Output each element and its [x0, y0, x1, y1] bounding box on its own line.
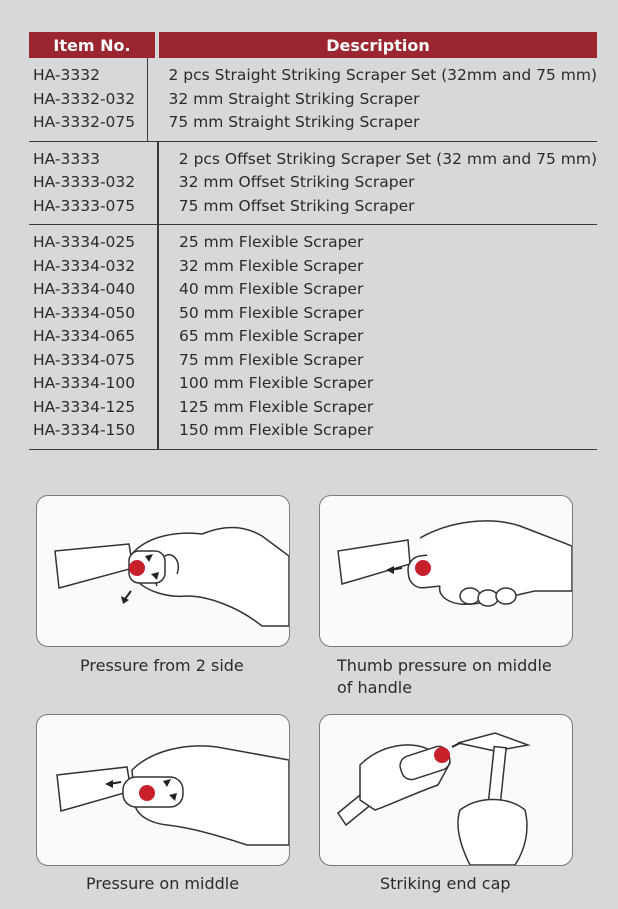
- hand-pressure-two-sides-illustration: [36, 495, 290, 647]
- table-header: [29, 32, 597, 58]
- thumb-pressure-handle-illustration: [319, 495, 573, 647]
- header-description: Description: [159, 32, 597, 58]
- item-number-cell: HA-3333: [33, 149, 100, 168]
- item-number-cell: HA-3333-032: [33, 173, 136, 191]
- description-cell: 50 mm Flexible Scraper: [179, 303, 364, 322]
- hand-pressure-middle-illustration: [36, 714, 290, 866]
- description-cell: 2 pcs Offset Striking Scraper Set (32 mm and 75 mm): [178, 149, 597, 168]
- caption-thumb-pressure: Thumb pressure on middle of handle: [337, 656, 552, 697]
- item-number-cell: HA-3334-025: [33, 233, 136, 251]
- table-group: [29, 58, 597, 142]
- caption-striking-end-cap: Striking end cap: [380, 874, 511, 893]
- description-cell: 75 mm Straight Striking Scraper: [168, 113, 420, 131]
- description-cell: 150 mm Flexible Scraper: [179, 421, 374, 439]
- description-cell: 100 mm Flexible Scraper: [179, 374, 374, 392]
- description-cell: 32 mm Flexible Scraper: [179, 256, 364, 275]
- item-number-cell: HA-3334-150: [33, 421, 136, 439]
- item-number-cell: HA-3334-065: [33, 327, 136, 345]
- description-cell: 75 mm Flexible Scraper: [179, 350, 364, 369]
- product-table: [29, 32, 597, 450]
- description-cell: 125 mm Flexible Scraper: [179, 397, 374, 416]
- description-cell: 75 mm Offset Striking Scraper: [178, 196, 415, 215]
- table-group: [29, 142, 597, 226]
- caption-pressure-middle: Pressure on middle: [86, 874, 240, 893]
- item-number-cell: HA-3332-075: [33, 113, 136, 131]
- item-number-cell: HA-3333-075: [33, 196, 136, 215]
- item-number-cell: HA-3334-075: [33, 350, 136, 369]
- table-group: [29, 225, 597, 450]
- caption-pressure-two-sides: Pressure from 2 side: [80, 656, 244, 675]
- hammer-striking-cap-illustration: [319, 714, 573, 866]
- header-item-no: Item No.: [29, 32, 155, 58]
- item-number-cell: HA-3334-050: [33, 303, 136, 322]
- item-number-cell: HA-3332: [33, 66, 100, 84]
- description-cell: 65 mm Flexible Scraper: [179, 327, 364, 345]
- description-cell: 32 mm Straight Striking Scraper: [168, 89, 420, 108]
- description-cell: 32 mm Offset Striking Scraper: [178, 173, 415, 191]
- table-body: [29, 58, 597, 450]
- item-number-cell: HA-3334-032: [33, 256, 136, 275]
- item-number-cell: HA-3334-125: [33, 397, 136, 416]
- item-number-cell: HA-3334-100: [33, 374, 136, 392]
- description-cell: 25 mm Flexible Scraper: [179, 233, 364, 251]
- item-number-cell: HA-3334-040: [33, 280, 136, 298]
- description-cell: 40 mm Flexible Scraper: [179, 280, 364, 298]
- item-number-cell: HA-3332-032: [33, 89, 136, 108]
- description-cell: 2 pcs Straight Striking Scraper Set (32mm and 75 mm): [168, 66, 597, 84]
